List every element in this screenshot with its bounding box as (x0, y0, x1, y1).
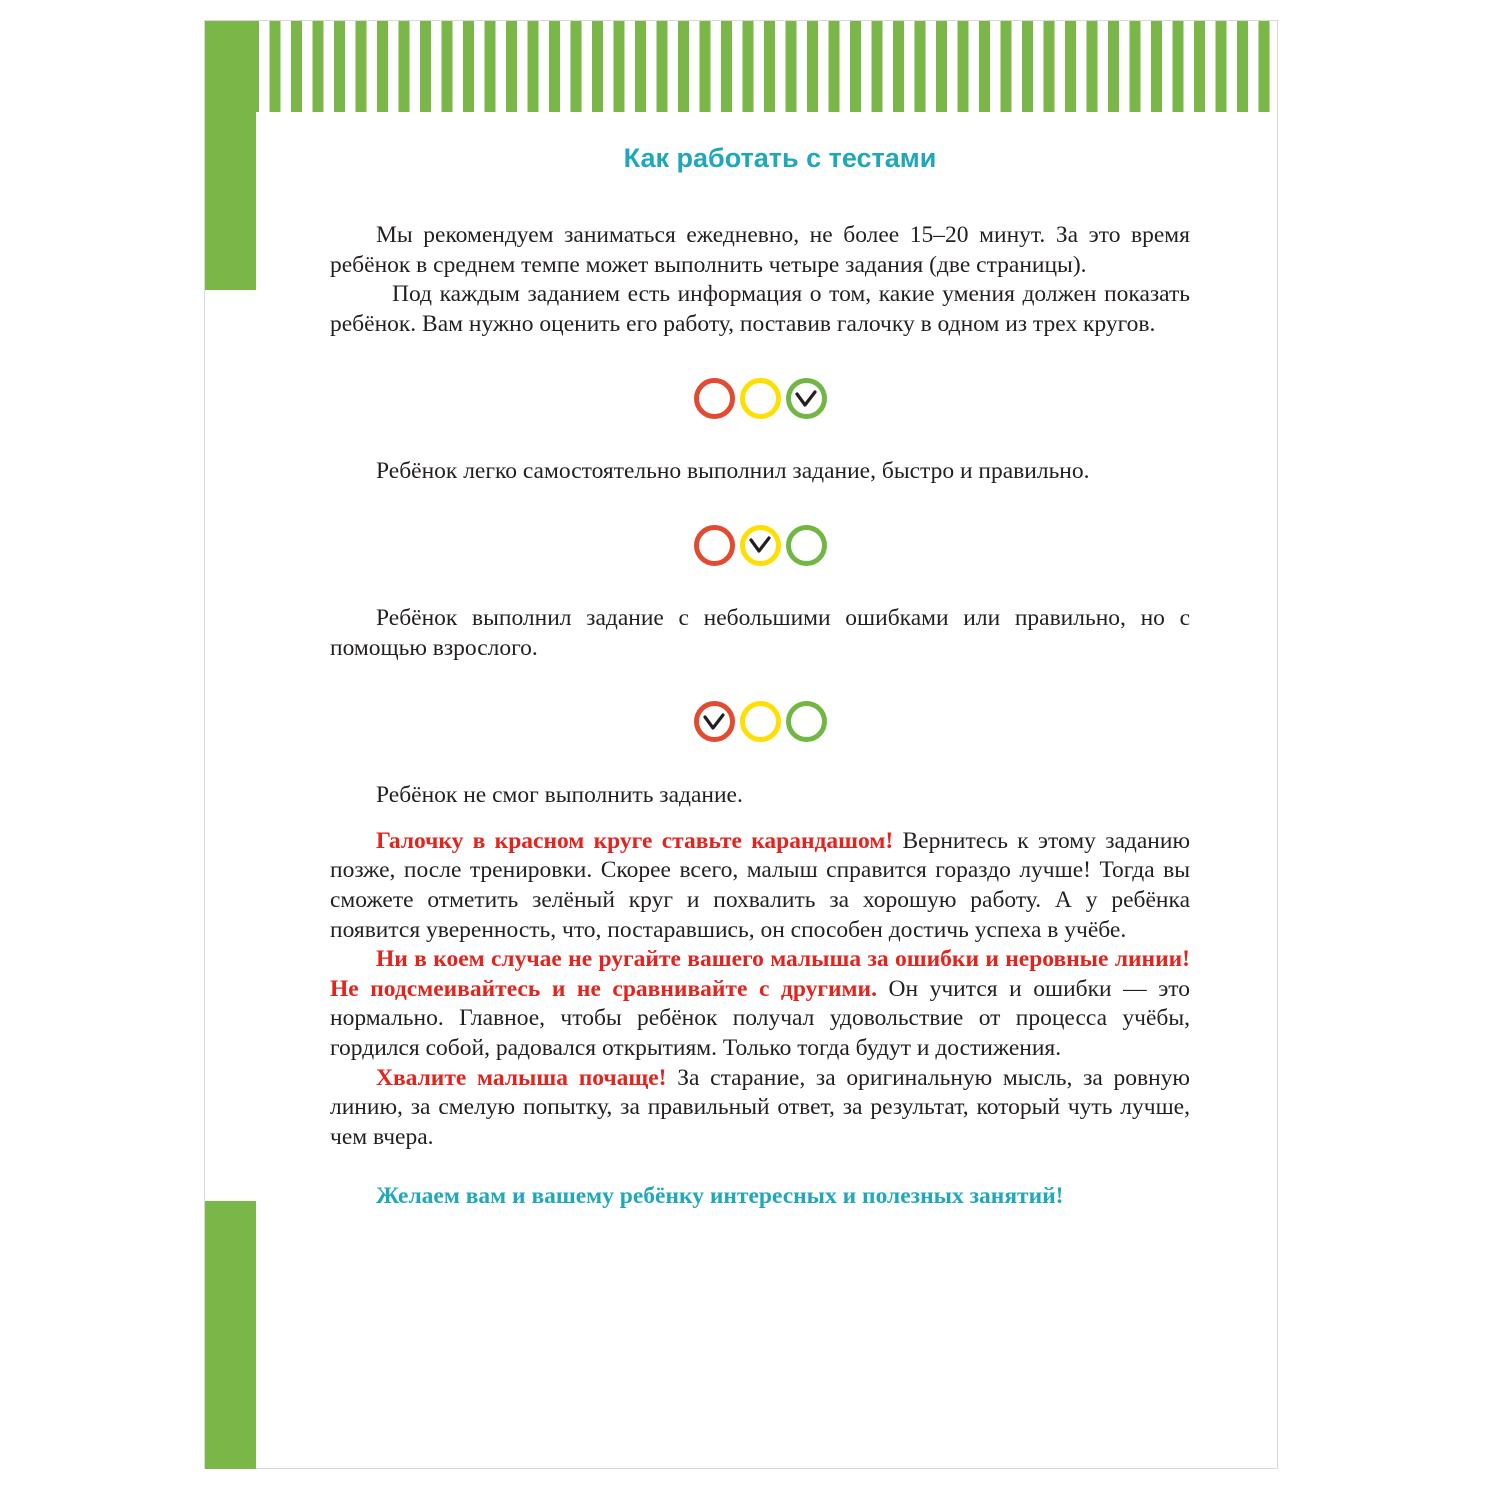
page (204, 20, 1278, 1469)
closing-wish: Желаем вам и вашему ребёнку интересных и полезных занятий! (376, 1183, 1064, 1210)
green-circle-icon (786, 701, 827, 742)
intro-paragraph-2: Под каждым заданием есть информация о том, какие умения должен показать ребёнок. Вам нужно оценить его работу, поставив галочку в одном из трех кругов. (330, 281, 1190, 337)
intro-paragraph-1: Мы рекомендуем заниматься ежедневно, не более 15–20 минут. За это время ребёнок в среднем темпе может выполнить четыре задания (две страницы). (330, 222, 1190, 278)
rating-description-green: Ребёнок легко самостоятельно выполнил задание, быстро и правильно. (376, 458, 1090, 485)
yellow-circle-checked-icon (740, 525, 781, 566)
red-circle-checked-icon (694, 701, 735, 742)
rating-circles-green (330, 378, 1190, 419)
advice-highlight-1: Галочку в красном круге ставьте карандашом! (376, 827, 894, 854)
yellow-circle-icon (740, 378, 781, 419)
left-green-bar-bottom (205, 1201, 256, 1469)
checkmark-icon (748, 535, 772, 555)
advice-text-3: За старание, за оригинальную мысль, за ровную линию, за смелую попытку, за правильный ответ, за результат, который чуть лучше, чем вчера. (330, 1064, 1190, 1150)
advice-highlight-2: Ни в коем случае не ругайте вашего малыша за ошибки и неровные линии! Не подсмеивайтесь и не сравнивайте с другими. (330, 946, 1190, 1002)
striped-header-decoration (205, 21, 1277, 112)
green-circle-icon (786, 525, 827, 566)
advice-paragraph-2 (330, 945, 1190, 1063)
rating-description-red: Ребёнок не смог выполнить задание. (376, 782, 743, 809)
left-green-bar-top (205, 21, 256, 290)
advice-text-1: Вернитесь к этому заданию позже, после тренировки. Скорее всего, малыш справится гораздо лучше! Тогда вы сможете отметить зелёный круг и похвалить за хорошую работу. А у ребёнка появится уверенность, что, постаравшись, он способен достичь успеха в учёбе. (330, 827, 1191, 943)
red-circle-icon (694, 525, 735, 566)
advice-highlight-3: Хвалите малыша почаще! (376, 1064, 667, 1091)
rating-description-yellow: Ребёнок выполнил задание с небольшими ошибками или правильно, но с помощью взрослого. (330, 604, 1190, 661)
advice-text-2: Он учится и ошибки — это нормально. Главное, чтобы ребёнок получал удовольствие от процесса учёбы, гордился собой, радовался открытиям. Только тогда будут и достижения. (330, 975, 1190, 1061)
yellow-circle-icon (740, 701, 781, 742)
rating-circles-yellow (330, 525, 1190, 566)
checkmark-icon (794, 389, 818, 409)
checkmark-icon (702, 712, 726, 732)
rating-circles-red (330, 701, 1190, 742)
advice-paragraph-1 (330, 827, 1190, 945)
page-title: Как работать с тестами (623, 143, 937, 173)
content (330, 131, 1190, 1212)
advice-paragraph-3 (330, 1064, 1190, 1153)
green-circle-checked-icon (786, 378, 827, 419)
red-circle-icon (694, 378, 735, 419)
